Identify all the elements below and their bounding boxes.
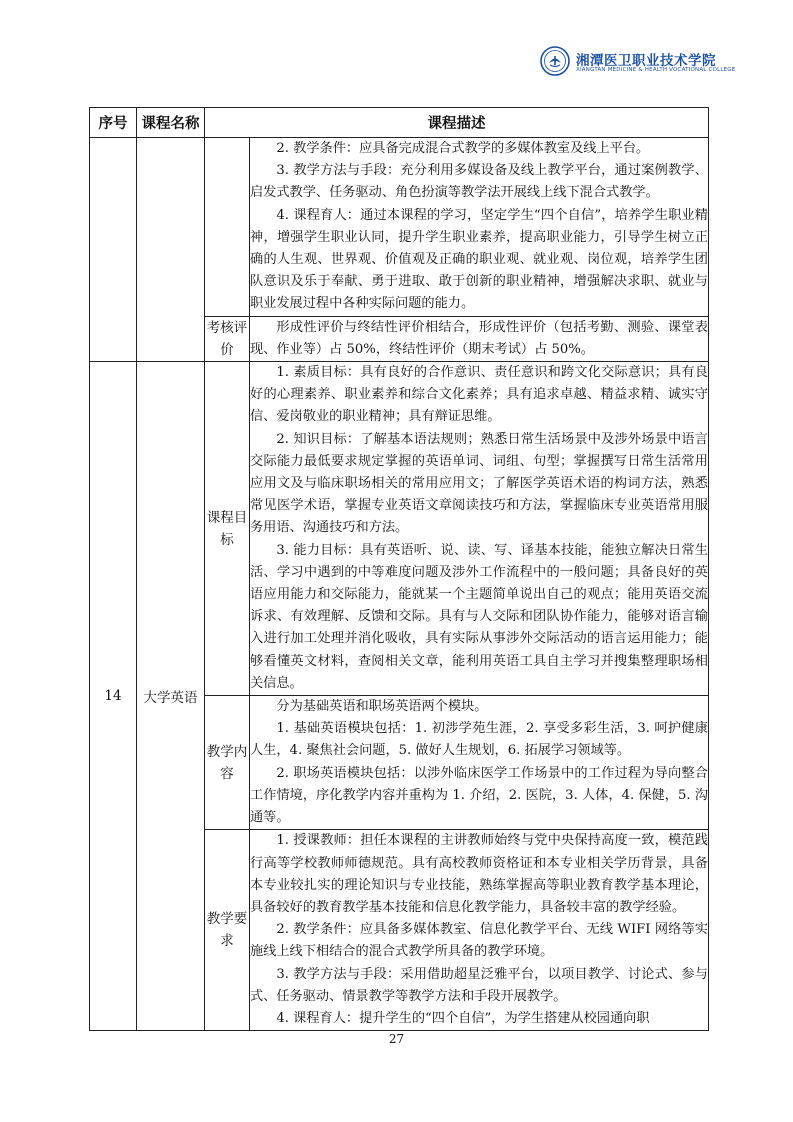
college-name-en: XIANGTAN MEDICINE & HEALTH VOCATIONAL COLLEGE (576, 67, 736, 73)
paragraph: 4. 课程育人：通过本课程的学习，坚定学生“四个自信”，培养学生职业精神，增强学生职业认同，提升学生职业素养，提高职业能力，引导学生树立正确的人生观、世界观、价值观及正确的职业观、就业观、岗位观，培养学生团队意识及乐于奉献、勇于进取、敢于创新的职业精神，增强解决求职、就业与职业发展过程中各种实际问题的能力。 (250, 207, 708, 312)
paragraph: 2. 知识目标：了解基本语法规则；熟悉日常生活场景中及涉外场景中语言交际能力最低要求规定掌握的英语单词、词组、句型；掌握撰写日常生活常用应用文及与临床职场相关的常用应用文；了解医学英语术语的构词方法，熟悉常见医学术语，掌握专业英语文章阅读技巧和方法，掌握临床专业英语常用服务用语、沟通技巧和方法。 (250, 431, 708, 536)
course-name: 大学英语 (137, 362, 205, 1031)
goals-text (250, 362, 709, 696)
assessment-label: 考核评价 (205, 316, 250, 361)
prev-course-requirements-row (90, 138, 709, 317)
paragraph: 4. 课程育人：提升学生的“四个自信”，为学生搭建从校园通向职 (276, 1010, 650, 1026)
goals-label: 课程目标 (205, 362, 250, 696)
paragraph: 3. 教学方法与手段：采用借助超星泛雅平台，以项目教学、讨论式、参与式、任务驱动、情景教学等教学方法和手段开展教学。 (250, 966, 708, 1004)
table-header-row (90, 108, 709, 138)
college-logo (540, 46, 736, 78)
paragraph: 形成性评价与终结性评价相结合，形成性评价（包括考勤、测验、课堂表现、作业等）占 50%，终结性评价（期末考试）占 50%。 (250, 319, 708, 357)
header-course-name: 课程名称 (137, 108, 205, 138)
college-seal-icon (540, 46, 570, 76)
paragraph: 2. 教学条件：应具备完成混合式教学的多媒体教室及线上平台。 (276, 141, 650, 156)
header-course-desc: 课程描述 (205, 108, 709, 138)
content-label: 教学内容 (205, 696, 250, 830)
paragraph: 1. 授课教师：担任本课程的主讲教师始终与党中央保持高度一致，模范践行高等学校教师师德规范。具有高校教师资格证和本专业相关学历背景，具备本专业较扎实的理论知识与专业技能，熟练掌握高等职业教育教学基本理论，具备较好的教育教学基本技能和信息化教学能力，具备较丰富的教学经验。 (250, 833, 708, 915)
prev-course-number-cell (90, 138, 137, 362)
paragraph: 2. 教学条件：应具备多媒体教室、信息化教学平台、无线 WIFI 网络等实施线上线下相结合的混合式教学所具备的教学环境。 (250, 922, 708, 960)
content-text (250, 696, 709, 830)
paragraph: 分为基础英语和职场英语两个模块。 (276, 699, 488, 715)
prev-course-requirements-text (250, 138, 709, 317)
page-number: 27 (388, 1032, 405, 1046)
college-name-cn: 湘潭医卫职业技术学院 (576, 53, 716, 69)
paragraph: 1. 基础英语模块包括：1. 初涉学苑生涯，2. 享受多彩生活，3. 呵护健康人生，4. 聚焦社会问题，5. 做好人生规划，6. 拓展学习领域等。 (250, 721, 708, 759)
header-no: 序号 (90, 108, 137, 138)
paragraph: 1. 素质目标：具有良好的合作意识、责任意识和跨文化交际意识；具有良好的心理素养、职业素养和综合文化素养；具有追求卓越、精益求精、诚实守信、爱岗敬业的职业精神；具有辩证思维。 (250, 365, 708, 425)
paragraph: 3. 教学方法与手段：充分利用多媒设备及线上教学平台，通过案例教学、启发式教学、任务驱动、角色扮演等教学法开展线上线下混合式教学。 (250, 163, 708, 201)
course14-goals-row (90, 362, 709, 696)
requirements-label: 教学要求 (205, 830, 250, 1031)
requirements-text (250, 830, 709, 1031)
assessment-text (250, 316, 709, 361)
prev-course-requirements-label-cell (205, 138, 250, 317)
paragraph: 3. 能力目标：具有英语听、说、读、写、译基本技能，能独立解决日常生活、学习中遇到的中等难度问题及涉外工作流程中的一般问题；具备良好的英语应用能力和交际能力，能就某一个主题简单说出自己的观点；能用英语交流诉求、有效理解、反馈和交际。具有与人交际和团队协作能力，能够对语言输入进行加工处理并消化吸收，具有实际从事涉外交际活动的语言运用能力；能够看懂英文材料，查阅相关文章，能利用英语工具自主学习并搜集整理职场相关信息。 (250, 542, 708, 691)
prev-course-name-cell (137, 138, 205, 362)
course-number: 14 (90, 362, 137, 1031)
paragraph: 2. 职场英语模块包括：以涉外临床医学工作场景中的工作过程为导向整合工作情境，序化教学内容并重构为 1. 介绍，2. 医院，3. 人体，4. 保健，5. 沟通等。 (250, 765, 708, 826)
course-table (89, 107, 709, 1031)
